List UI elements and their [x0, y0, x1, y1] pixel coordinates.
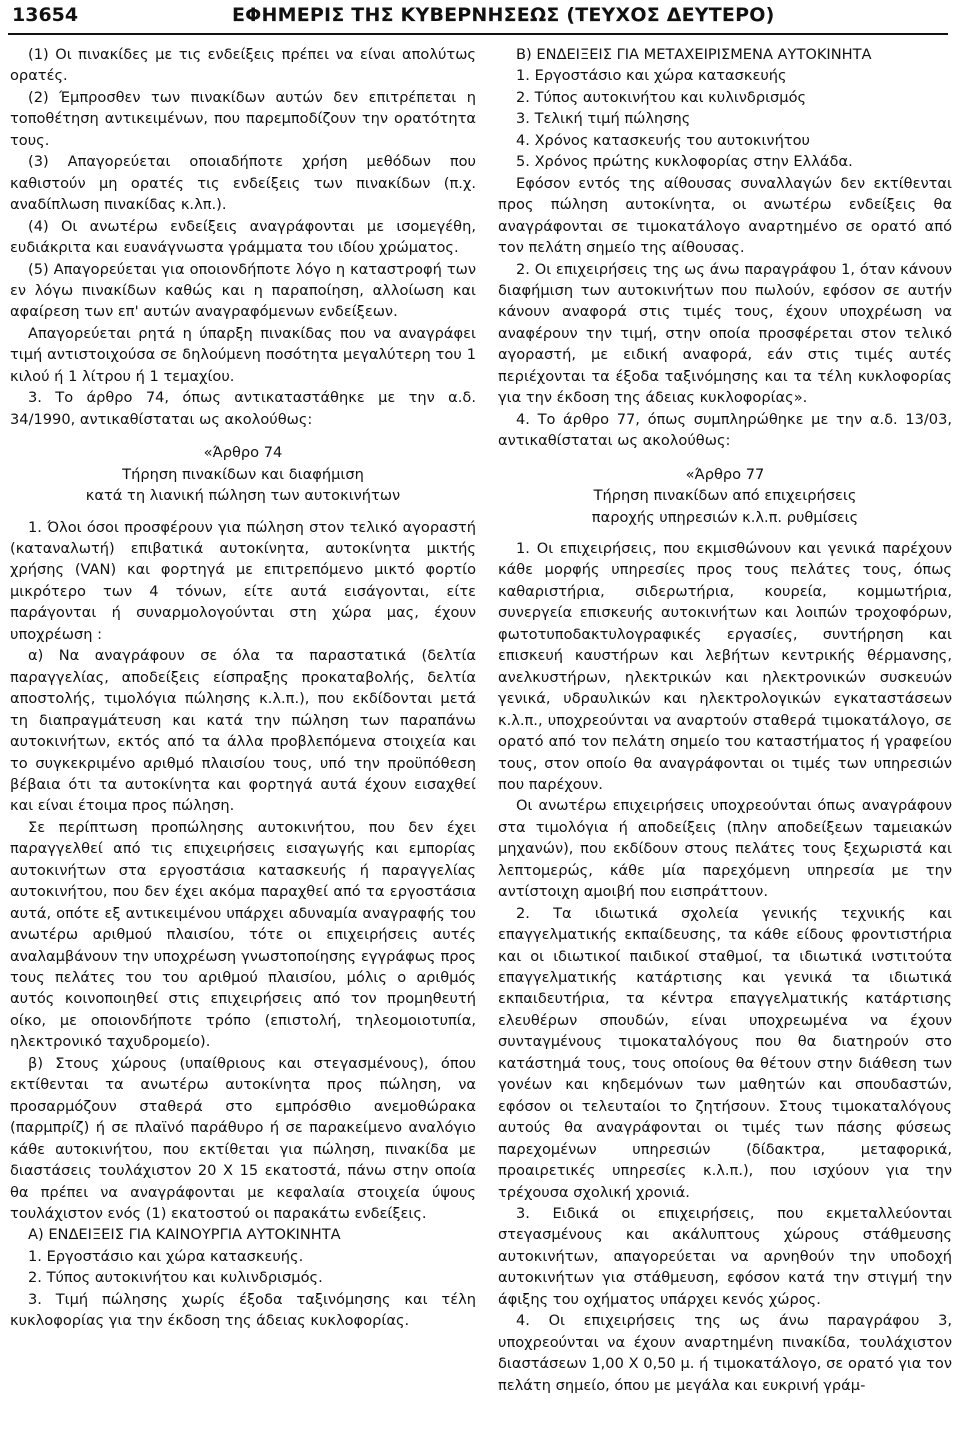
- spacer: [498, 528, 952, 538]
- article-74-heading: «Άρθρο 74: [203, 444, 283, 462]
- used-cars-item-3: 3. Τελική τιμή πώλησης: [516, 110, 691, 128]
- new-cars-item-2: 2. Τύπος αυτοκινήτου και κυλινδρισμός.: [28, 1269, 323, 1287]
- item-5-destruction: (5) Απαγορεύεται για οποιονδήποτε λόγο η καταστροφή των εν λόγω πινακίδων καθώς και η παραποίηση, αλλοίωση και αφαίρεση των επ' αυτών αναγραφόμενων ενδείξεων.: [10, 260, 476, 321]
- article-74-amendment: 3. Το άρθρο 74, όπως αντικαταστάθηκε με την α.δ. 34/1990, αντικαθίσταται ως ακολούθως:: [10, 389, 476, 428]
- article-77-heading: «Άρθρο 77: [685, 465, 765, 483]
- gazette-title: ΕΦΗΜΕΡΙΣ ΤΗΣ ΚΥΒΕΡΝΗΣΕΩΣ (ΤΕΥΧΟΣ ΔΕΥΤΕΡΟ): [232, 4, 775, 26]
- article-74-title-line-2: κατά τη λιανική πώληση των αυτοκινήτων: [85, 487, 401, 505]
- item-2-obstruction: (2) Έμπροσθεν των πινακίδων αυτών δεν επιτρέπεται η τοποθέτηση αντικειμένων, που παρεμποδίζουν την ορατότητα τους.: [10, 88, 476, 149]
- right-column: [498, 44, 952, 1396]
- item-1-visibility: (1) Οι πινακίδες με τις ενδείξεις πρέπει να είναι απολύτως ορατές.: [10, 46, 476, 85]
- price-quantity-paragraph: Απαγορεύεται ρητά η ύπαρξη πινακίδας που να αναγράφει τιμή αντιστοιχούσα σε δηλούμενη ποσότητα μεγαλύτερη του 1 κιλού ή 1 λίτρου ή 1 τεμαχίου.: [10, 324, 476, 385]
- showroom-pricelist-paragraph: Εφόσον εντός της αίθουσας συναλλαγών δεν εκτίθενται προς πώληση αυτοκίνητα, οι ανωτέρω ενδείξεις θα αναγράφονται σε τιμοκατάλογο αναρτημένο σε ορατό από τον πελάτη σημείο της αίθουσας.: [498, 174, 952, 257]
- article-77-para-4: 4. Οι επιχειρήσεις της ως άνω παραγράφου 3, υποχρεούνται να έχουν αναρτημένη πινακίδα, τουλάχιστον διαστάσεων 1,00 Χ 0,50 μ. ή τιμοκατάλογο, σε ορατό για τον πελάτη σημείο, όπου με μεγάλα και ευκρινή γράμ-: [498, 1312, 952, 1394]
- article-74-para-2: 2. Οι επιχειρήσεις της ως άνω παραγράφου 1, όταν κάνουν διαφήμιση των αυτοκινήτων που πωλούν, εφόσον σε αυτήν κάνουν αναφορά στις τιμές τους, έχουν υποχρέωση να αναφέρουν την τιμή, στην οποία προσφέρεται στον τελικό αγοραστή, με ειδική αναφορά, εάν στις τιμές αυτές περιέχονται τα έξοδα ταξινόμησης και τα τέλη κυκλοφορίας για την έκδοση της άδειας κυκλοφορίας».: [498, 260, 952, 407]
- page-number: 13654: [12, 4, 79, 26]
- article-77-para-1: 1. Οι επιχειρήσεις, που εκμισθώνουν και γενικά παρέχουν κάθε μορφής υπηρεσίες προς τους πελάτες τους, όπως καθαριστήρια, σιδερωτήρια, κουρεία, κομμωτήρια, συνεργεία επισκευής αυτοκινήτων και λοιπών τροχοφόρων, φωτοτυποδακτυλογραφικές εργασίες, συντήρηση και επισκευή καυστήρων και λεβήτων κεντρικής θέρμανσης, ανελκυστήρων, ηλεκτρικών και ηλεκτρονικών συσκευών γενικά, υδραυλικών και ηλεκτρολογικών εγκαταστάσεων κ.λ.π., υποχρεούνται να αναρτούν σταθερά τιμοκατάλογο, σε ορατό από τον πελάτη σημείο του καταστήματος ή γραφείου τους, στον οποίο θα αναγράφονται οι τιμές των υπηρεσιών που παρέχουν.: [498, 539, 952, 793]
- article-74-title-line-1: Τήρηση πινακίδων και διαφήμιση: [122, 465, 364, 483]
- article-74-para-b: β) Στους χώρους (υπαίθριους και στεγασμένους), όπου εκτίθενται τα ανωτέρω αυτοκίνητα προς πώληση, να προσαρμόζουν σταθερά στο εμπρόσθιο ανεμοθώρακα (παρμπρίζ) ή σε πλαϊνό παράθυρο ή σε παρακείμενο αναλόγιο κάθε αυτοκινήτου, που εκτίθεται για πώληση, πινακίδα με διαστάσεις τουλάχιστον 20 Χ 15 εκατοστά, πάνω στην οποία θα πρέπει να αναγράφονται με κεφαλαία στοιχεία ύψους τουλάχιστον ενός (1) εκατοστού οι παρακάτω ενδείξεις.: [10, 1054, 476, 1223]
- used-cars-item-4: 4. Χρόνος κατασκευής του αυτοκινήτου: [516, 131, 810, 149]
- used-cars-heading: Β) ΕΝΔΕΙΞΕΙΣ ΓΙΑ ΜΕΤΑΧΕΙΡΙΣΜΕΝΑ ΑΥΤΟΚΙΝΗΤΑ: [516, 46, 872, 63]
- article-77-para-3: 3. Ειδικά οι επιχειρήσεις, που εκμεταλλεύονται στεγασμένους και ακάλυπτους χώρους στάθμευσης αυτοκινήτων, απαγορεύεται να αρνηθούν την υποδοχή αυτοκινήτων για στάθμευση, εφόσον κατά την στιγμή την άφιξης του οχήματος υπάρχει κενός χώρος.: [498, 1205, 952, 1308]
- page-header: [0, 0, 960, 40]
- new-cars-item-3: 3. Τιμή πώλησης χωρίς έξοδα ταξινόμησης και τέλη κυκλοφορίας για την έκδοση της άδειας κυκλοφορίας.: [10, 1290, 476, 1330]
- header-rule: [8, 33, 948, 35]
- used-cars-item-5: 5. Χρόνος πρώτης κυκλοφορίας στην Ελλάδα.: [516, 153, 853, 171]
- article-77-title-line-2: παροχής υπηρεσιών κ.λ.π. ρυθμίσεις: [591, 508, 859, 526]
- used-cars-item-2: 2. Τύπος αυτοκινήτου και κυλινδρισμός: [516, 88, 807, 106]
- left-column: [10, 44, 476, 1332]
- article-77-amendment: 4. Το άρθρο 77, όπως συμπληρώθηκε με την α.δ. 13/03, αντικαθίσταται ως ακολούθως:: [498, 410, 952, 450]
- spacer: [10, 507, 476, 517]
- article-74-presale: Σε περίπτωση προπώλησης αυτοκινήτου, που δεν έχει παραγγελθεί από τις επιχειρήσεις εισαγωγής και εμπορίας αυτοκινήτων στα εργοστάσια κατασκευής ή παραγγελίας αυτοκινήτου, που δεν έχει ακόμα παραχθεί από τα εργοστάσια αυτά, οπότε εξ αντικειμένου υπάρχει αδυναμία αναγραφής του ανωτέρω αριθμού πλαισίου, τότε οι επιχειρήσεις αυτές αναλαμβάνουν την υποχρέωση γνωστοποίησης εγγράφως προς τους πελάτες του του αριθμού πλαισίου, μόλις ο αριθμός αυτός κοινοποιηθεί στις επιχειρήσεις από τον προμηθευτή οίκο, με οποιονδήποτε τρόπο (επιστολή, τηλεομοιοτυπία, ηλεκτρονικό ταχυδρομείο).: [10, 818, 476, 1051]
- article-74-para-1: 1. Όλοι όσοι προσφέρουν για πώληση στον τελικό αγοραστή (καταναλωτή) επιβατικά αυτοκίνητα, αυτοκίνητα μικτής χρήσης (VAN) και φορτηγά με επιτρεπόμενο μικτό φορτίο μικρότερο των 4 τόνων, είτε αυτά εισάγονται, είτε παράγονται ή συναρμολογούνται στη χώρα μας, έχουν υποχρέωση :: [10, 518, 476, 643]
- article-77-title-line-1: Τήρηση πινακίδων από επιχειρήσεις: [593, 487, 857, 505]
- article-77-para-2: 2. Τα ιδιωτικά σχολεία γενικής τεχνικής και επαγγελματικής εκπαίδευσης, τα κάθε είδους φροντιστήρια και οι ιδιωτικοί παιδικοί σταθμοί, τα ιδιωτικά ινστιτούτα επαγγελματικής κατάρτισης και γενικά τα ιδιωτικά εκπαιδευτήρια, τα κέντρα επαγγελματικής κατάρτισης ελευθέρων σπουδών, είναι υποχρεωμένα να έχουν συνταγμένους τιμοκαταλόγους που θα διατηρούν στο κατάστημά τους, τους οποίους θα θέτουν στην διάθεση των γονέων και κηδεμόνων των μαθητών και σπουδαστών, εφόσον οι τελευταίοι το ζητήσουν. Στους τιμοκαταλόγους αυτούς θα αναγράφονται οι τιμές των πάσης φύσεως παρεχομένων υπηρεσιών (δίδακτρα, μεταφορικά, προαιρετικές υπηρεσίες κ.λ.π.), που ισχύουν για την τρέχουσα σχολική χρονιά.: [498, 904, 952, 1201]
- item-3-methods: (3) Απαγορεύεται οποιαδήποτε χρήση μεθόδων που καθιστούν μη ορατές τις ενδείξεις των πινακίδων (π.χ. αναδίπλωση πινακίδας κ.λπ.).: [10, 153, 476, 214]
- article-74-para-a: α) Να αναγράφουν σε όλα τα παραστατικά (δελτία παραγγελίας, αποδείξεις είσπραξης προκαταβολής, δελτία αποστολής, τιμολόγια πώλησης κ.λ.π.), που εκδίδονται μετά τη διαπραγμάτευση και κατά την πώληση των παραπάνω αυτοκινήτων, εκτός από τα άλλα προβλεπόμενα στοιχεία και το συγκεκριμένο αριθμό πλαισίου τους, υπό την προϋπόθεση βέβαια ότι τα αυτοκίνητα και φορτηγά αυτά έχουν εισαχθεί και είναι έτοιμα προς πώληση.: [10, 647, 476, 815]
- new-cars-item-1: 1. Εργοστάσιο και χώρα κατασκευής.: [28, 1247, 304, 1265]
- article-77-invoices: Οι ανωτέρω επιχειρήσεις υποχρεούνται όπως αναγράφουν στα τιμολόγια ή αποδείξεις (πλην αποδείξεων ταμειακών μηχανών), που εκδίδουν στους πελάτες τους ξεχωριστά και λεπτομερώς, κάθε μία παρεχόμενη υπηρεσία με την αντίστοιχη αμοιβή που εισπράττουν.: [498, 797, 952, 901]
- new-cars-heading: Α) ΕΝΔΕΙΞΕΙΣ ΓΙΑ ΚΑΙΝΟΥΡΓΙΑ ΑΥΤΟΚΙΝΗΤΑ: [28, 1226, 341, 1244]
- used-cars-item-1: 1. Εργοστάσιο και χώρα κατασκευής: [516, 67, 787, 85]
- item-4-lettering: (4) Οι ανωτέρω ενδείξεις αναγράφονται με ισομεγέθη, ευδιάκριτα και ευανάγνωστα γράμματα του ιδίου χρώματος.: [10, 217, 476, 257]
